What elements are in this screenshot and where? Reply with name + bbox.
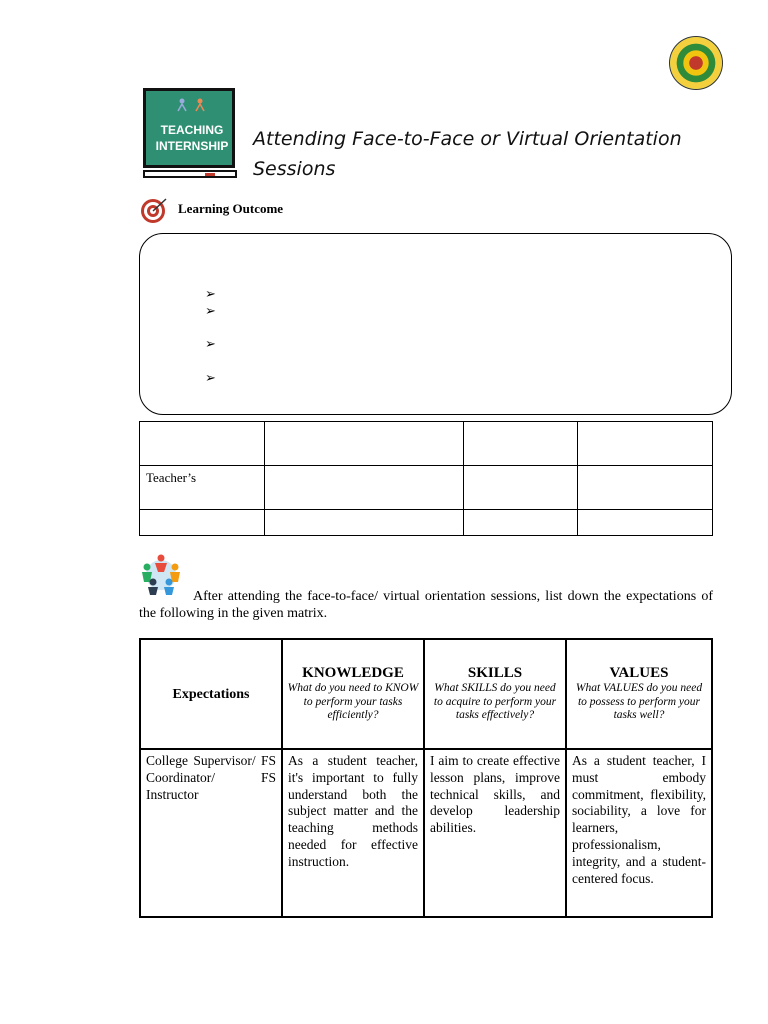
table-cell: [140, 510, 265, 536]
bullet-arrow-icon: ➢: [205, 370, 216, 385]
table-cell: Teacher’s: [140, 466, 265, 510]
table-cell: [578, 422, 713, 466]
target-icon: [140, 196, 168, 224]
table-cell: [265, 466, 464, 510]
logo-line2: INTERNSHIP: [155, 139, 229, 153]
chalkboard: [143, 88, 235, 168]
table-row: [140, 749, 712, 917]
school-seal-icon: [670, 37, 722, 89]
header-knowledge-question: What do you need to KNOW to perform your tasks efficiently?: [287, 682, 419, 722]
table-cell: [578, 510, 713, 536]
expectations-matrix: [139, 638, 713, 918]
header-values: [566, 639, 712, 749]
matrix-header-row: [140, 639, 712, 749]
table-row: [140, 466, 713, 510]
cell-values: As a student teacher, I must embody commitment, flexibility, sociability, a love for learners, professionalism, integrity, and a student-centered focus.: [566, 749, 712, 917]
table-cell: [265, 510, 464, 536]
table-cell: [578, 466, 713, 510]
header-skills-question: What SKILLS do you need to acquire to perform your tasks effectively?: [433, 682, 557, 722]
table-row: [140, 510, 713, 536]
header-values-question: What VALUES do you need to possess to perform your tasks well?: [575, 682, 703, 722]
summary-table: [139, 421, 713, 536]
bullet-arrow-icon: ➢: [205, 303, 216, 318]
page-title: Attending Face-to-Face or Virtual Orientation Sessions: [253, 128, 682, 180]
header-knowledge: [282, 639, 424, 749]
header-expectations: [140, 639, 282, 749]
table-cell: [140, 422, 265, 466]
table-cell: [464, 422, 578, 466]
chalk-ledge: [143, 170, 237, 178]
instruction-text: After attending the face-to-face/ virtual orientation sessions, list down the expectations of the following in the given matrix.: [139, 589, 713, 621]
learning-outcome-box: [139, 233, 732, 415]
figures-icon: [174, 97, 210, 113]
table-cell: [464, 466, 578, 510]
table-cell: [464, 510, 578, 536]
cell-skills: I aim to create effective lesson plans, improve technical skills, and develop leadership abilities.: [424, 749, 566, 917]
header-skills: [424, 639, 566, 749]
logo-line1: TEACHING: [160, 123, 224, 137]
cell-role: College Supervisor/ FS Coordinator/ FS Instructor: [140, 749, 282, 917]
header-expectations-label: Expectations: [172, 686, 250, 702]
learning-outcome-label: Learning Outcome: [178, 201, 284, 216]
table-row: [140, 422, 713, 466]
header-skills-label: SKILLS: [467, 665, 523, 682]
teaching-internship-logo: [143, 88, 237, 182]
chalk-icon: [205, 173, 215, 176]
cell-knowledge: As a student teacher, it's important to fully understand both the subject matter and the teaching methods needed for effective instruction.: [282, 749, 424, 917]
header-values-label: VALUES: [609, 665, 669, 682]
bullet-arrow-icon: ➢: [205, 336, 216, 351]
table-cell: [265, 422, 464, 466]
bullet-arrow-icon: ➢: [205, 286, 216, 301]
header-knowledge-label: KNOWLEDGE: [302, 665, 404, 682]
